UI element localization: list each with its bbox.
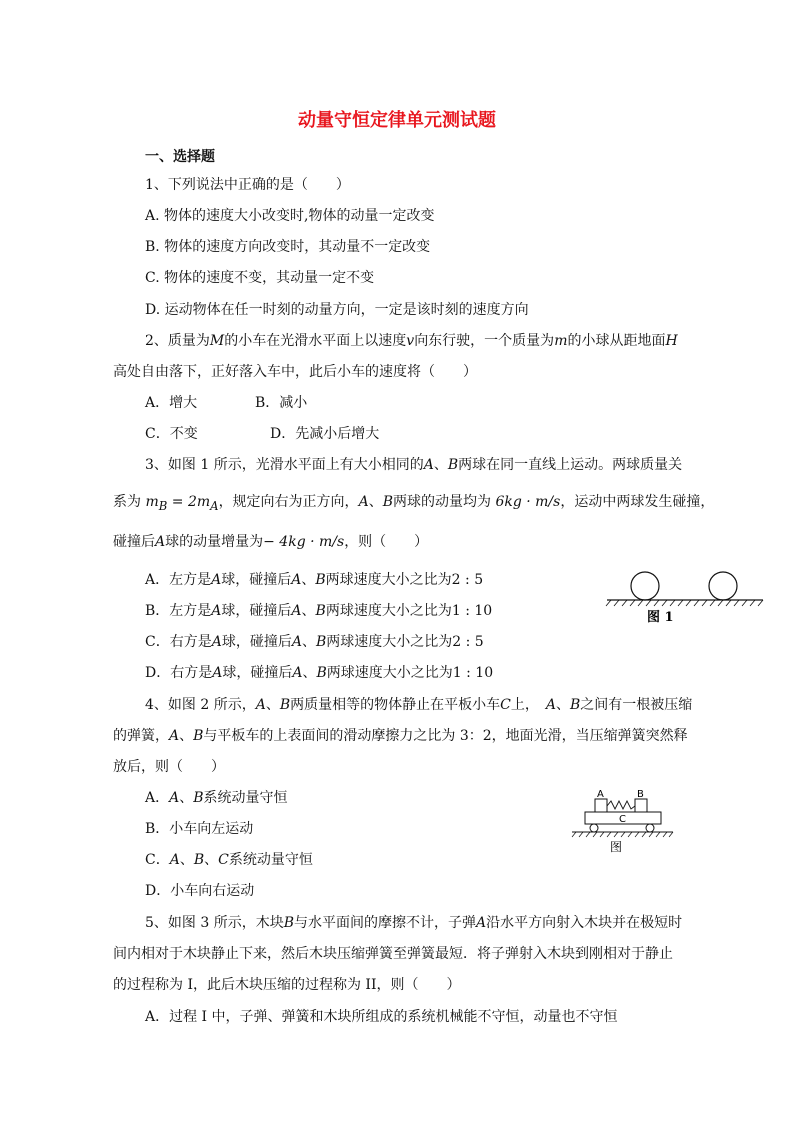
- q4-line-2: 的弹簧，A、B与平板车的上表面间的滑动摩擦力之比为 3：2，地面光滑，当压缩弹簧突然释: [113, 728, 688, 744]
- q3-option-a: A．左方是A球，碰撞后A、B两球速度大小之比为2 : 5: [145, 572, 484, 588]
- ball-right: [709, 572, 737, 600]
- figure-2-label: 图: [610, 840, 623, 854]
- q3-line-2: 系为 $m_B = 2m_A$，规定向右为正方向，A、B两球的动量均为 6kg · m/s，运动中两球发生碰撞，: [113, 494, 715, 513]
- q2-line-2: 高处自由落下，正好落入车中，此后小车的速度将（ ）: [113, 364, 477, 380]
- figure-2-label-b: B: [637, 789, 644, 800]
- ball-left: [631, 572, 659, 600]
- wheel-left: [590, 824, 598, 832]
- ground-hatching: [572, 832, 673, 837]
- figure-2-diagram: [570, 785, 675, 865]
- figure-2-label-c: C: [619, 814, 626, 825]
- q5-line-2: 间内相对于木块静止下来，然后木块压缩弹簧至弹簧最短．将子弹射入木块到刚相对于静止: [113, 946, 673, 962]
- q2-option-b: B．减小: [255, 395, 308, 411]
- q2-option-a: A．增大: [145, 395, 198, 411]
- wheel-right: [646, 824, 654, 832]
- page-title: 动量守恒定律单元测试题: [298, 110, 496, 131]
- q3-option-d: D．右方是A球，碰撞后A、B两球速度大小之比为1 : 10: [145, 665, 494, 681]
- q1-option-d: D. 运动物体在任一时刻的动量方向，一定是该时刻的速度方向: [145, 302, 529, 318]
- q3-option-b: B．左方是A球，碰撞后A、B两球速度大小之比为1 : 10: [145, 603, 493, 619]
- q4-option-c: C．A、B、C系统动量守恒: [145, 852, 313, 868]
- q1-stem: 1、下列说法中正确的是（ ）: [145, 177, 350, 193]
- ground-hatching: [606, 600, 763, 606]
- q4-option-a: A．A、B系统动量守恒: [145, 790, 288, 806]
- spring: [607, 801, 635, 809]
- figure-1-diagram: [605, 565, 765, 627]
- q1-option-c: C. 物体的速度不变，其动量一定不变: [145, 270, 375, 286]
- mass-formula: $m_B = 2m_A$: [145, 494, 219, 513]
- block-b: [635, 799, 647, 812]
- q4-option-b: B．小车向左运动: [145, 821, 254, 837]
- q4-line-3: 放后，则（ ）: [113, 759, 225, 775]
- q1-option-b: B. 物体的速度方向改变时，其动量不一定改变: [145, 239, 431, 255]
- q2-option-d: D．先减小后增大: [270, 426, 380, 442]
- block-a: [595, 799, 607, 812]
- q1-option-a: A. 物体的速度大小改变时,物体的动量一定改变: [145, 208, 435, 224]
- q2-option-c: C．不变: [145, 426, 198, 442]
- q3-line-3: 碰撞后A球的动量增量为− 4kg · m/s，则（ ）: [113, 534, 429, 550]
- figure-1-label: 图 1: [647, 610, 674, 625]
- figure-2-label-a: A: [597, 789, 604, 800]
- q3-line-1: 3、如图 1 所示，光滑水平面上有大小相同的A、B两球在同一直线上运动。两球质量关: [145, 457, 683, 473]
- q5-line-1: 5、如图 3 所示，木块B与水平面间的摩擦不计，子弹A沿水平方向射入木块并在极短时: [145, 915, 683, 931]
- q5-line-3: 的过程称为 I，此后木块压缩的过程称为 II，则（ ）: [113, 977, 461, 993]
- q5-option-a: A．过程 I 中，子弹、弹簧和木块所组成的系统机械能不守恒，动量也不守恒: [145, 1009, 618, 1025]
- q2-line-1: 2、质量为M的小车在光滑水平面上以速度v向东行驶，一个质量为m的小球从距地面H: [145, 333, 678, 349]
- section-heading: 一、选择题: [145, 149, 215, 165]
- q4-option-d: D．小车向右运动: [145, 883, 255, 899]
- q4-line-1: 4、如图 2 所示，A、B两质量相等的物体静止在平板小车C上， A、B之间有一根被压缩: [145, 697, 693, 713]
- q3-option-c: C．右方是A球，碰撞后A、B两球速度大小之比为2 : 5: [145, 634, 484, 650]
